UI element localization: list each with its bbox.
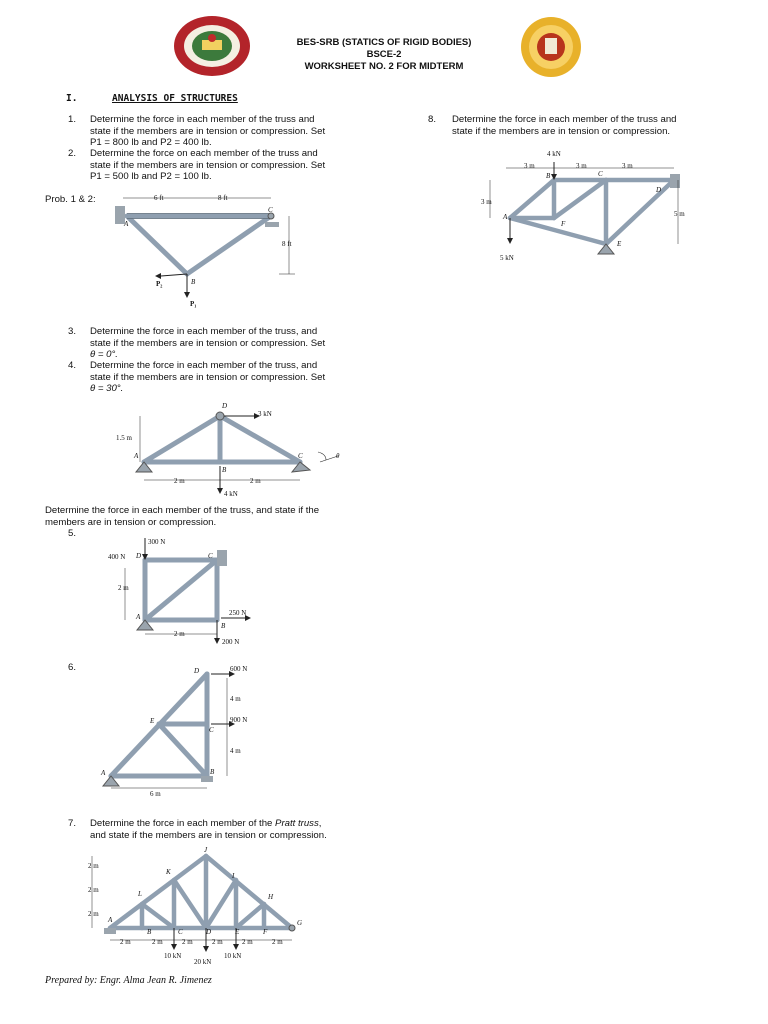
p4-text: Determine the force in each member of the truss, and state if the members are in tension or compression. Set θ = 30°. xyxy=(90,360,326,394)
fig12-d2: 8 ft xyxy=(218,194,228,202)
fig7-E: E xyxy=(235,928,240,936)
fig7-span: 2 m xyxy=(242,938,253,946)
header-line1: BES-SRB (STATICS OF RIGID BODIES) xyxy=(296,37,472,48)
fig8-D: D xyxy=(656,186,662,194)
fig7-h2: 2 m xyxy=(88,886,99,894)
fig8-load-a: 5 kN xyxy=(500,254,514,262)
p7-num: 7. xyxy=(68,818,77,829)
fig34-load-d: 3 kN xyxy=(258,410,272,418)
p8-text: Determine the force in each member of the truss and state if the members are in tension or compression. xyxy=(452,114,677,137)
fig5-down: 200 N xyxy=(222,638,240,646)
fig8-C: C xyxy=(598,170,603,178)
p1-text: Determine the force in each member of the truss and state if the members are in tension or compression. Set P1 = 800 lb and P2 = 400 lb. xyxy=(90,114,326,148)
p2-text: Determine the force on each member of the truss and state if the members are in tension or compression. Set P1 = 500 lb and P2 = 100 lb. xyxy=(90,148,326,182)
fig7-span: 2 m xyxy=(120,938,131,946)
fig7-span: 2 m xyxy=(182,938,193,946)
fig5-C: C xyxy=(208,552,213,560)
fig6-truss xyxy=(95,664,265,794)
fig8-s1: 3 m xyxy=(524,162,535,170)
section-title: ANALYSIS OF STRUCTURES xyxy=(112,93,238,104)
fig7-L3: 10 kN xyxy=(224,952,242,960)
fig34-s1: 2 m xyxy=(174,477,185,485)
fig7-span: 2 m xyxy=(152,938,163,946)
fig7-h3: 2 m xyxy=(88,910,99,918)
fig34-C: C xyxy=(298,452,303,460)
fig5-h: 2 m xyxy=(118,584,129,592)
p4-num: 4. xyxy=(68,360,77,371)
fig7-K: K xyxy=(166,868,171,876)
fig7-H: H xyxy=(268,893,274,901)
p7-text: Determine the force in each member of the Pratt truss, and state if the members are in tension or compression. xyxy=(90,818,327,841)
fig5-right: 250 N xyxy=(229,609,247,617)
fig6-h2: 4 m xyxy=(230,747,241,755)
fig6-h1: 4 m xyxy=(230,695,241,703)
header-line3: WORKSHEET NO. 2 FOR MIDTERM xyxy=(304,61,464,72)
fig7-L: L xyxy=(138,890,142,898)
fig12-P1: P₁ xyxy=(190,300,197,308)
fig8-F: F xyxy=(561,220,566,228)
fig6-C: C xyxy=(209,726,214,734)
fig12-B: B xyxy=(191,278,196,286)
fig6-E: E xyxy=(150,717,155,725)
p1-num: 1. xyxy=(68,114,77,125)
fig7-A: A xyxy=(108,916,113,924)
fig7-D: D xyxy=(206,928,212,936)
fig12-P2: P₂ xyxy=(156,280,163,288)
fig8-s3: 3 m xyxy=(622,162,633,170)
fig34-theta: θ xyxy=(336,452,340,460)
fig8-s2: 3 m xyxy=(576,162,587,170)
fig7-h1: 2 m xyxy=(88,862,99,870)
header-line2: BSCE-2 xyxy=(366,49,402,60)
fig12-d1: 6 ft xyxy=(154,194,164,202)
fig34-A: A xyxy=(134,452,139,460)
fig12-truss xyxy=(115,192,305,312)
fig5-B: B xyxy=(221,622,226,630)
fig7-G: G xyxy=(297,919,303,927)
fig5-w: 2 m xyxy=(174,630,185,638)
fig34-s2: 2 m xyxy=(250,477,261,485)
fig7-C: C xyxy=(178,928,183,936)
fig8-load-top: 4 kN xyxy=(547,150,561,158)
p2-num: 2. xyxy=(68,148,77,159)
prob12-label: Prob. 1 & 2: xyxy=(45,194,96,205)
p8-num: 8. xyxy=(428,114,437,125)
fig7-L1: 10 kN xyxy=(164,952,182,960)
fig6-B: B xyxy=(210,768,215,776)
p3-num: 3. xyxy=(68,326,77,337)
fig7-span: 2 m xyxy=(212,938,223,946)
fig7-J: J xyxy=(204,846,208,854)
fig8-h2: 5 m xyxy=(674,210,685,218)
fig8-E: E xyxy=(617,240,622,248)
fig6-w: 6 m xyxy=(150,790,161,798)
p3-text: Determine the force in each member of the truss, and state if the members are in tension or compression. Set θ = 0°. xyxy=(90,326,326,360)
fig6-D: D xyxy=(194,667,200,675)
fig34-D: D xyxy=(222,402,228,410)
fig8-h1: 3 m xyxy=(481,198,492,206)
p6-num: 6. xyxy=(68,662,77,673)
fig34-truss xyxy=(120,404,350,504)
fig6-top: 600 N xyxy=(230,665,248,673)
p5-intro: Determine the force in each member of the truss, and state if the members are in tension or compression. xyxy=(45,505,320,528)
fig7-span: 2 m xyxy=(272,938,283,946)
p5-num: 5. xyxy=(68,528,77,539)
fig12-A: A xyxy=(124,220,129,228)
fig34-load-b: 4 kN xyxy=(224,490,238,498)
fig6-mid: 900 N xyxy=(230,716,248,724)
prepared-by: Prepared by: Engr. Alma Jean R. Jimenez xyxy=(45,975,212,986)
fig34-B: B xyxy=(222,466,227,474)
fig12-C: C xyxy=(268,206,273,214)
fig5-D: D xyxy=(136,552,142,560)
fig7-F: F xyxy=(263,928,268,936)
fig5-A: A xyxy=(136,613,141,621)
fig5-left: 400 N xyxy=(108,553,126,561)
fig6-A: A xyxy=(101,769,106,777)
fig7-L2: 20 kN xyxy=(194,958,212,966)
fig7-I: I xyxy=(232,872,235,880)
fig5-top: 300 N xyxy=(148,538,166,546)
section-roman: I. xyxy=(66,93,78,104)
fig12-h: 8 ft xyxy=(282,240,292,248)
fig34-h: 1.5 m xyxy=(116,434,132,442)
fig8-A: A xyxy=(503,213,508,221)
fig8-B: B xyxy=(546,172,551,180)
fig7-B: B xyxy=(147,928,152,936)
